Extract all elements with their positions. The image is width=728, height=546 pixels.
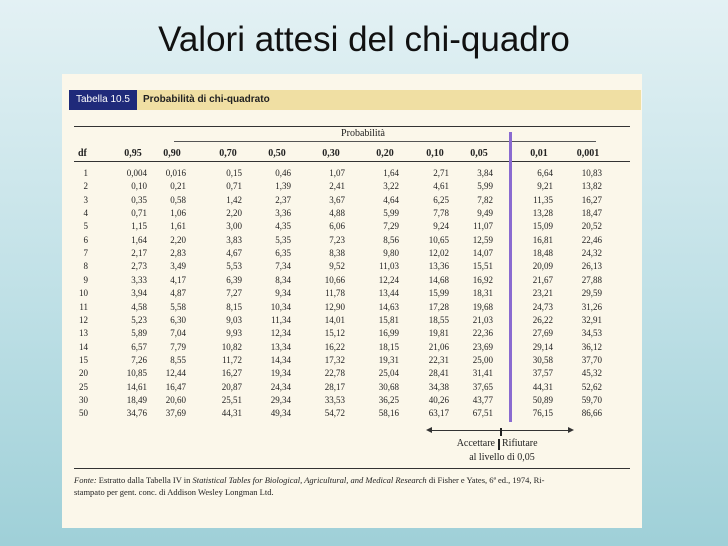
table-cell: 15,81 (378, 314, 399, 325)
table-cell: 43,77 (472, 394, 493, 405)
table-cell: 5,23 (131, 314, 147, 325)
table-cell: 19,68 (472, 301, 493, 312)
table-cell: 4,61 (433, 181, 449, 192)
df-cell: 4 (83, 208, 88, 219)
table-cell: 29,34 (270, 394, 291, 405)
table-cell: 1,61 (170, 221, 186, 232)
table-cell: 5,99 (477, 181, 493, 192)
table-cell: 11,35 (533, 194, 553, 205)
source-note (74, 474, 634, 498)
table-cell: 59,70 (581, 394, 602, 405)
table-cell: 52,62 (581, 381, 602, 392)
table-cell: 30,58 (532, 354, 553, 365)
table-cell: 12,90 (324, 301, 345, 312)
table-cell: 6,30 (170, 314, 186, 325)
table-cell: 10,66 (324, 274, 345, 285)
table-cell: 5,53 (226, 261, 242, 272)
table-cell: 21,03 (472, 314, 493, 325)
table-cell: 32,91 (581, 314, 602, 325)
table-cell: 6,06 (329, 221, 345, 232)
table-cell: 37,57 (532, 368, 553, 379)
table-cell: 13,44 (378, 288, 399, 299)
table-cell: 33,53 (324, 394, 345, 405)
table-header-bar (69, 90, 641, 110)
table-cell: 18,49 (126, 394, 147, 405)
table-cell: 19,81 (428, 328, 449, 339)
column-header: df (78, 148, 87, 159)
table-cell: 24,34 (270, 381, 291, 392)
table-cell: 9,03 (226, 314, 242, 325)
table-cell: 11,03 (379, 261, 399, 272)
column-header: 0,20 (376, 148, 394, 159)
table-cell: 14,07 (472, 248, 493, 259)
table-cell: 11,07 (473, 221, 493, 232)
table-cell: 9,52 (329, 261, 345, 272)
table-cell: 37,69 (165, 408, 186, 419)
table-cell: 2,41 (329, 181, 345, 192)
table-cell: 7,26 (131, 354, 147, 365)
table-cell: 63,17 (428, 408, 449, 419)
table-cell: 3,22 (383, 181, 399, 192)
df-cell: 3 (83, 194, 88, 205)
table-cell: 14,63 (378, 301, 399, 312)
table-cell: 12,34 (270, 328, 291, 339)
table-cell: 10,34 (270, 301, 291, 312)
table-cell: 10,85 (126, 368, 147, 379)
table-cell: 12,02 (428, 248, 449, 259)
table-cell: 24,32 (581, 248, 602, 259)
column-header: 0,01 (530, 148, 548, 159)
table-cell: 27,88 (581, 274, 602, 285)
table-cell: 0,35 (131, 194, 147, 205)
table-cell: 4,87 (170, 288, 186, 299)
table-cell: 9,24 (433, 221, 449, 232)
table-cell: 4,64 (383, 194, 399, 205)
accept-label: Accettare (456, 438, 495, 449)
table-cell: 15,51 (472, 261, 493, 272)
table-cell: 20,52 (581, 221, 602, 232)
table-cell: 2,20 (226, 208, 242, 219)
column-header: 0,70 (219, 148, 237, 159)
table-cell: 10,65 (428, 234, 449, 245)
table-cell: 54,72 (324, 408, 345, 419)
table-cell: 2,17 (131, 248, 147, 259)
table-cell: 18,55 (428, 314, 449, 325)
df-cell: 5 (83, 221, 88, 232)
table-cell: 7,79 (170, 341, 186, 352)
table-cell: 45,32 (581, 368, 602, 379)
critical-value-marker (509, 132, 512, 422)
table-cell: 17,32 (324, 354, 345, 365)
df-cell: 30 (79, 394, 88, 405)
table-cell: 11,78 (325, 288, 345, 299)
table-cell: 15,12 (324, 328, 345, 339)
table-cell: 27,69 (532, 328, 553, 339)
table-cell: 2,37 (275, 194, 291, 205)
table-cell: 16,47 (165, 381, 186, 392)
table-cell: 22,46 (581, 234, 602, 245)
table-cell: 17,28 (428, 301, 449, 312)
table-cell: 16,99 (378, 328, 399, 339)
table-cell: 36,25 (378, 394, 399, 405)
table-cell: 4,35 (275, 221, 291, 232)
table-cell: 16,22 (324, 341, 345, 352)
table-cell: 0,46 (275, 168, 291, 178)
df-cell: 1 (83, 168, 88, 178)
df-cell: 6 (83, 234, 88, 245)
table-cell: 29,14 (532, 341, 553, 352)
table-cell: 25,04 (378, 368, 399, 379)
table-cell: 67,51 (472, 408, 493, 419)
table-cell: 18,48 (532, 248, 553, 259)
table-cell: 18,31 (472, 288, 493, 299)
table-cell: 15,09 (532, 221, 553, 232)
table-cell: 12,44 (165, 368, 186, 379)
table-cell: 7,29 (383, 221, 399, 232)
table-cell: 6,25 (433, 194, 449, 205)
df-cell: 9 (83, 274, 88, 285)
table-cell: 37,70 (581, 354, 602, 365)
table-cell: 6,57 (131, 341, 147, 352)
table-cell: 36,12 (581, 341, 602, 352)
table-cell: 1,15 (131, 221, 147, 232)
table-cell: 2,71 (433, 168, 449, 178)
table-cell: 14,68 (428, 274, 449, 285)
source-text-2: di Fisher e Yates, 6ª ed., 1974, Ri- (428, 475, 545, 485)
table-cell: 24,73 (532, 301, 553, 312)
table-cell: 19,34 (270, 368, 291, 379)
table-cell: 7,82 (477, 194, 493, 205)
df-cell: 11 (79, 301, 88, 312)
table-cell: 9,21 (537, 181, 553, 192)
source-text-3: stampato per gent. conc. di Addison Wesley Longman Ltd. (74, 487, 274, 497)
table-cell: 9,93 (226, 328, 242, 339)
table-number: Tabella 10.5 (69, 90, 137, 110)
table-cell: 2,83 (170, 248, 186, 259)
table-cell: 7,04 (170, 328, 186, 339)
table-cell: 2,73 (131, 261, 147, 272)
reject-label: Rifiutare (502, 438, 538, 449)
table-cell: 22,31 (428, 354, 449, 365)
table-cell: 0,71 (131, 208, 147, 219)
table-cell: 23,21 (532, 288, 553, 299)
table-cell: 0,58 (170, 194, 186, 205)
table-cell: 8,34 (275, 274, 291, 285)
table-cell: 28,41 (428, 368, 449, 379)
chi-square-table-figure (62, 74, 642, 528)
table-cell: 86,66 (581, 408, 602, 419)
table-cell: 3,84 (477, 168, 493, 178)
table-cell: 8,38 (329, 248, 345, 259)
table-cell: 16,81 (532, 234, 553, 245)
table-cell: 44,31 (221, 408, 242, 419)
table-cell: 9,34 (275, 288, 291, 299)
column-header: 0,95 (124, 148, 142, 159)
df-cell: 50 (79, 408, 88, 419)
table-cell: 49,34 (270, 408, 291, 419)
table-cell: 11,72 (222, 354, 242, 365)
table-cell: 34,76 (126, 408, 147, 419)
df-cell: 25 (79, 381, 88, 392)
table-cell: 3,36 (275, 208, 291, 219)
column-header: 0,30 (322, 148, 340, 159)
table-cell: 23,69 (472, 341, 493, 352)
table-cell: 34,53 (581, 328, 602, 339)
table-cell: 4,58 (131, 301, 147, 312)
table-cell: 1,07 (329, 168, 345, 178)
accept-reject-separator (498, 439, 500, 450)
table-cell: 13,28 (532, 208, 553, 219)
table-cell: 26,22 (532, 314, 553, 325)
column-header: 0,10 (426, 148, 444, 159)
column-header: 0,90 (163, 148, 181, 159)
table-cell: 3,33 (131, 274, 147, 285)
table-cell: 34,38 (428, 381, 449, 392)
df-cell: 13 (79, 328, 88, 339)
table-title: Probabilità di chi-quadrato (143, 94, 270, 105)
table-cell: 5,99 (383, 208, 399, 219)
accept-arrow-line (430, 430, 500, 431)
top-rule (74, 126, 630, 127)
table-cell: 0,004 (126, 168, 147, 178)
table-cell: 6,35 (275, 248, 291, 259)
table-cell: 15,99 (428, 288, 449, 299)
df-cell: 12 (79, 314, 88, 325)
table-cell: 9,80 (383, 248, 399, 259)
table-cell: 6,64 (537, 168, 553, 178)
significance-level-label: al livello di 0,05 (469, 452, 535, 463)
table-cell: 3,00 (226, 221, 242, 232)
table-cell: 18,47 (581, 208, 602, 219)
table-cell: 31,26 (581, 301, 602, 312)
table-cell: 7,34 (275, 261, 291, 272)
probability-label: Probabilità (341, 128, 385, 139)
table-cell: 1,64 (383, 168, 399, 178)
table-cell: 1,39 (275, 181, 291, 192)
df-cell: 8 (83, 261, 88, 272)
footer-rule (74, 468, 630, 469)
source-book-title: Statistical Tables for Biological, Agricultural, and Medical Research (192, 475, 427, 485)
table-cell: 22,78 (324, 368, 345, 379)
table-cell: 3,94 (131, 288, 147, 299)
table-cell: 3,67 (329, 194, 345, 205)
table-cell: 3,49 (170, 261, 186, 272)
table-cell: 25,51 (221, 394, 242, 405)
table-cell: 13,34 (270, 341, 291, 352)
header-rule (74, 161, 630, 162)
table-cell: 21,67 (532, 274, 553, 285)
table-cell: 13,36 (428, 261, 449, 272)
slide-title: Valori attesi del chi-quadro (158, 20, 570, 59)
table-cell: 76,15 (532, 408, 553, 419)
table-cell: 25,00 (472, 354, 493, 365)
table-cell: 29,59 (581, 288, 602, 299)
table-cell: 4,17 (170, 274, 186, 285)
table-cell: 9,49 (477, 208, 493, 219)
table-cell: 0,71 (226, 181, 242, 192)
table-cell: 18,15 (378, 341, 399, 352)
table-cell: 37,65 (472, 381, 493, 392)
table-cell: 21,06 (428, 341, 449, 352)
table-cell: 11,34 (271, 314, 291, 325)
table-cell: 58,16 (378, 408, 399, 419)
df-cell: 14 (79, 341, 88, 352)
table-cell: 10,82 (221, 341, 242, 352)
table-cell: 8,55 (170, 354, 186, 365)
table-cell: 3,83 (226, 234, 242, 245)
df-cell: 15 (79, 354, 88, 365)
table-cell: 6,39 (226, 274, 242, 285)
column-header: 0,001 (576, 148, 600, 159)
table-cell: 14,01 (324, 314, 345, 325)
accept-arrow-head (426, 427, 432, 433)
table-cell: 22,36 (472, 328, 493, 339)
probability-underline (174, 141, 596, 142)
table-cell: 44,31 (532, 381, 553, 392)
table-cell: 1,64 (131, 234, 147, 245)
reject-arrow-line (502, 430, 568, 431)
source-prefix: Fonte: (74, 475, 97, 485)
table-cell: 4,67 (226, 248, 242, 259)
table-cell: 8,15 (226, 301, 242, 312)
table-cell: 7,78 (433, 208, 449, 219)
df-cell: 20 (79, 368, 88, 379)
table-cell: 4,88 (329, 208, 345, 219)
table-cell: 14,34 (270, 354, 291, 365)
table-cell: 16,27 (221, 368, 242, 379)
table-cell: 28,17 (324, 381, 345, 392)
df-cell: 2 (83, 181, 88, 192)
table-cell: 1,42 (226, 194, 242, 205)
table-cell: 13,82 (581, 181, 602, 192)
table-cell: 7,23 (329, 234, 345, 245)
table-cell: 20,09 (532, 261, 553, 272)
source-text-1: Estratto dalla Tabella IV in (98, 475, 191, 485)
table-cell: 16,92 (472, 274, 493, 285)
reject-arrow-head (568, 427, 574, 433)
df-cell: 7 (83, 248, 88, 259)
table-cell: 5,89 (131, 328, 147, 339)
table-cell: 50,89 (532, 394, 553, 405)
table-cell: 14,61 (126, 381, 147, 392)
table-cell: 12,59 (472, 234, 493, 245)
table-cell: 31,41 (472, 368, 493, 379)
table-cell: 2,20 (170, 234, 186, 245)
column-header: 0,05 (470, 148, 488, 159)
table-cell: 5,35 (275, 234, 291, 245)
table-cell: 0,016 (165, 168, 186, 178)
table-cell: 5,58 (170, 301, 186, 312)
table-cell: 8,56 (383, 234, 399, 245)
table-cell: 30,68 (378, 381, 399, 392)
table-cell: 7,27 (226, 288, 242, 299)
table-cell: 1,06 (170, 208, 186, 219)
table-cell: 40,26 (428, 394, 449, 405)
table-cell: 0,10 (131, 181, 147, 192)
table-cell: 12,24 (378, 274, 399, 285)
table-cell: 20,87 (221, 381, 242, 392)
table-cell: 26,13 (581, 261, 602, 272)
column-header: 0,50 (268, 148, 286, 159)
table-cell: 20,60 (165, 394, 186, 405)
table-cell: 19,31 (378, 354, 399, 365)
table-cell: 10,83 (581, 168, 602, 178)
table-cell: 16,27 (581, 194, 602, 205)
table-cell: 0,15 (226, 168, 242, 178)
table-cell: 0,21 (170, 181, 186, 192)
df-cell: 10 (79, 288, 88, 299)
decision-tick (500, 428, 502, 436)
